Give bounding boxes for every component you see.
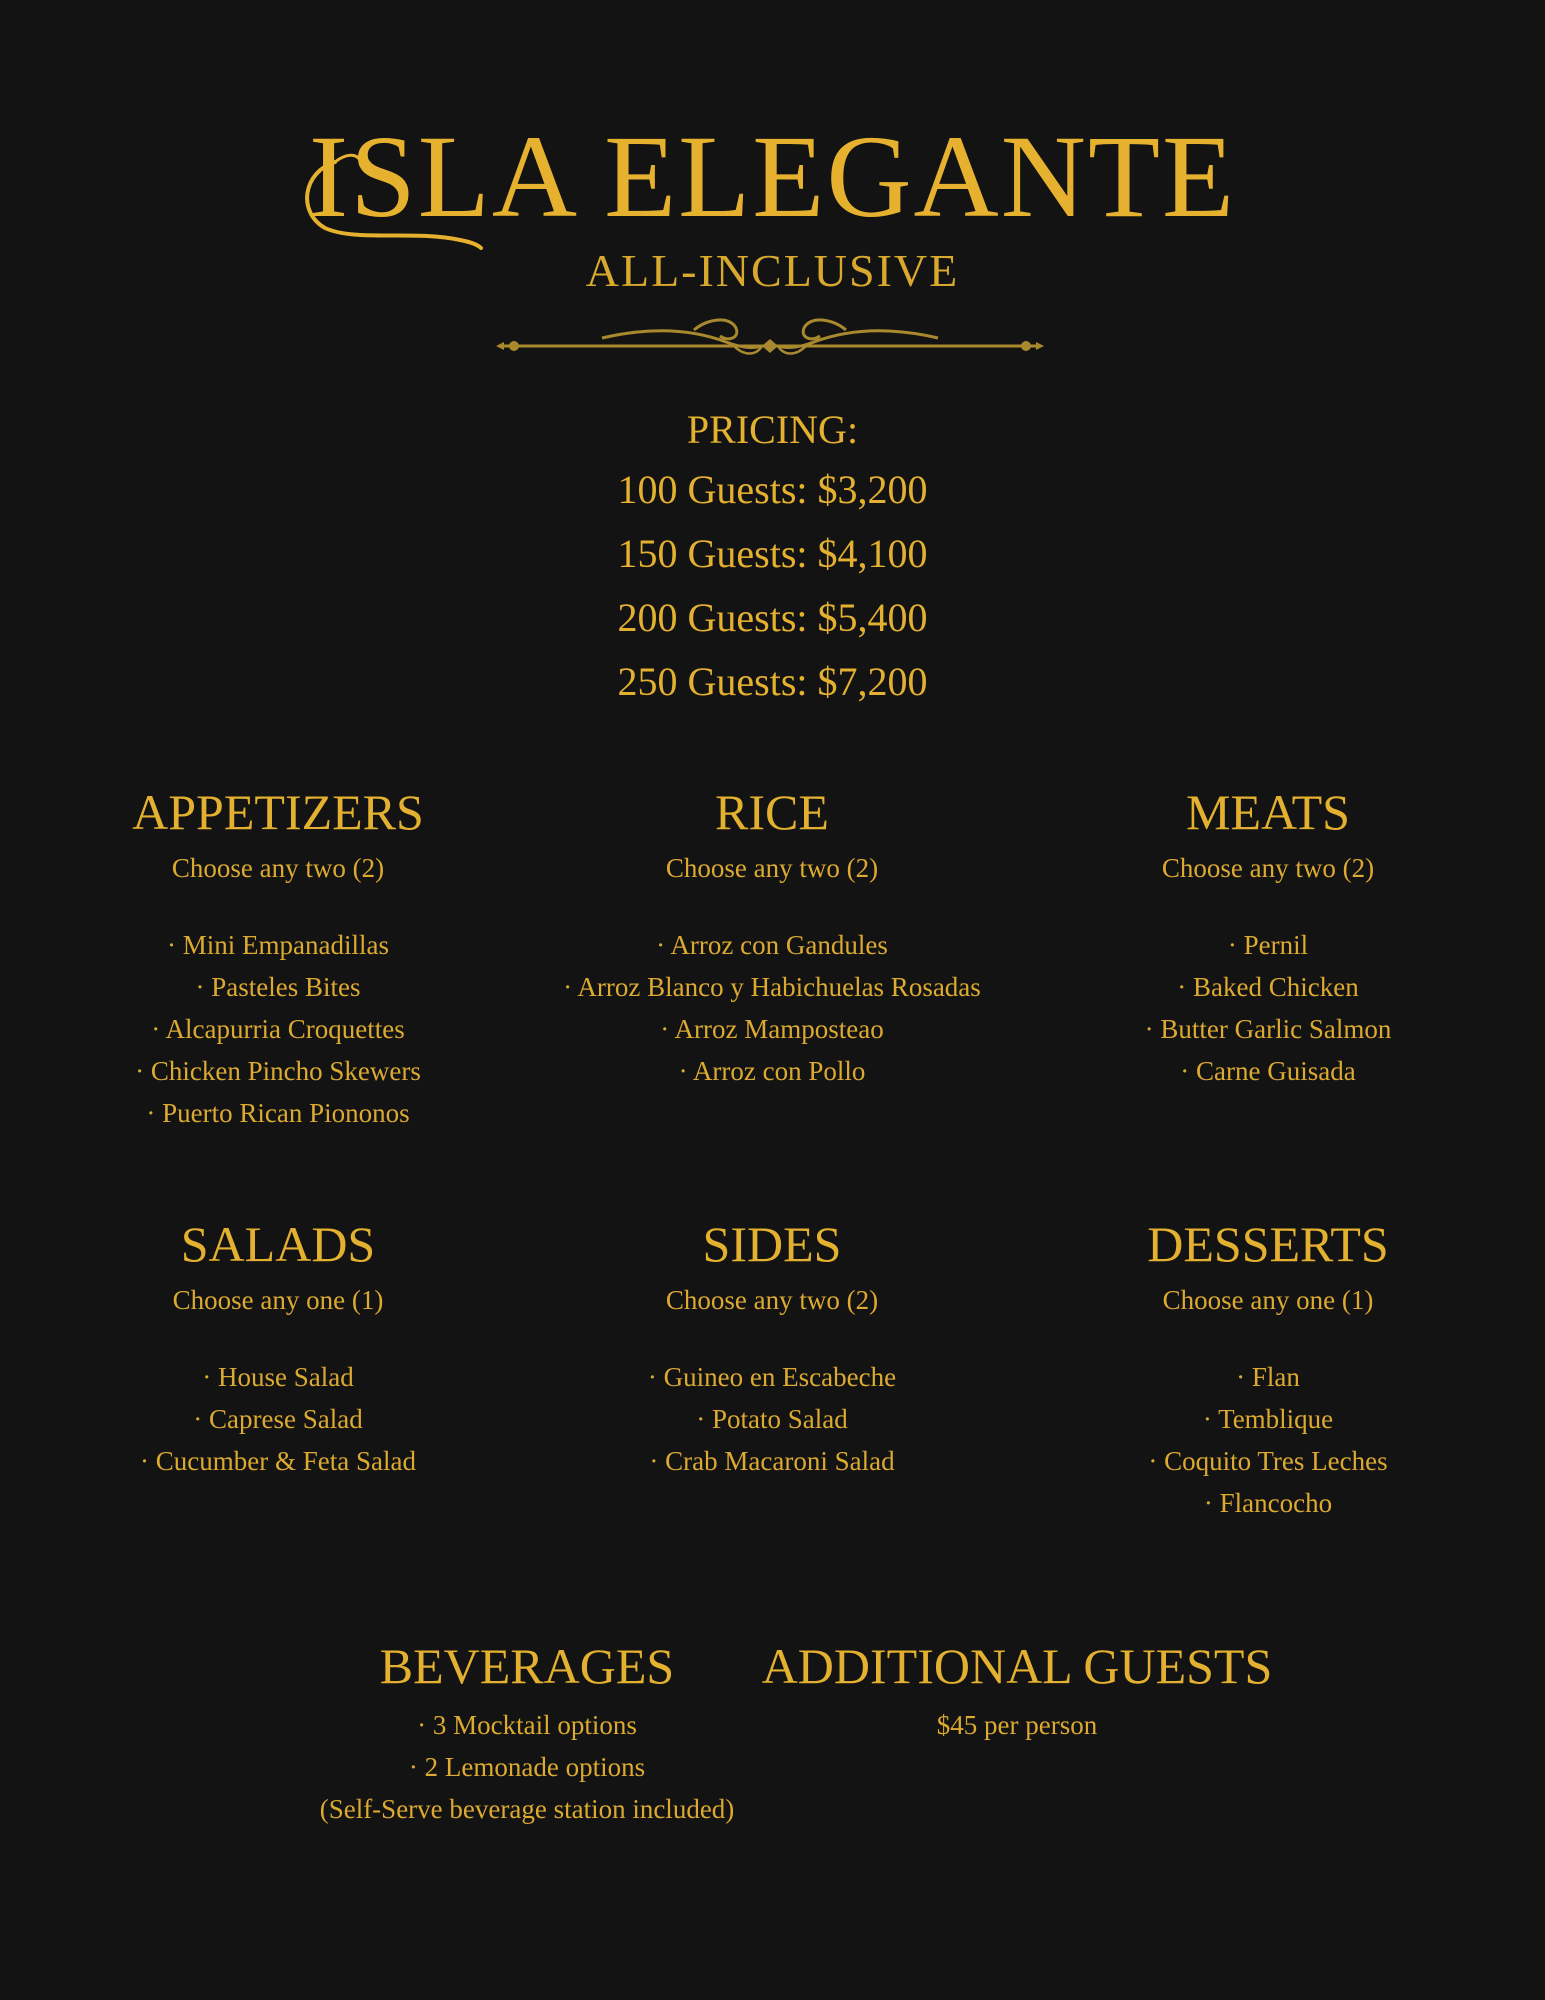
section-rule: Choose any two (2): [665, 853, 879, 883]
sides-section: [522, 1214, 1022, 1482]
desserts-section: [1018, 1214, 1518, 1524]
brand-title: ISLA ELEGANTE: [308, 111, 1237, 242]
meats-list: [1018, 924, 1518, 1092]
list-item: · Alcapurria Croquettes: [151, 1014, 405, 1044]
appetizers-section: [28, 782, 528, 1134]
pricing-heading: PRICING:: [686, 407, 859, 452]
rice-list: [522, 924, 1022, 1092]
pricing-block: [0, 402, 1545, 714]
divider-flourish-icon: [494, 312, 1046, 356]
list-item: · Arroz con Gandules: [656, 930, 888, 960]
list-item: · Arroz Mamposteao: [660, 1014, 884, 1044]
price-row: 200 Guests: $5,400: [617, 595, 928, 640]
salads-section: [28, 1214, 528, 1482]
list-item: · Cucumber & Feta Salad: [140, 1446, 416, 1476]
section-title: MEATS: [1186, 784, 1350, 840]
list-item: · Crab Macaroni Salad: [649, 1446, 895, 1476]
brand-header: [0, 111, 1545, 242]
salads-list: [28, 1356, 528, 1482]
section-title: RICE: [715, 784, 829, 840]
list-item: · Pernil: [1227, 930, 1309, 960]
additional-guests-section: [757, 1636, 1277, 1746]
list-item: · Carne Guisada: [1180, 1056, 1356, 1086]
list-item: · Mini Empanadillas: [167, 930, 389, 960]
list-item: · Chicken Pincho Skewers: [135, 1056, 421, 1086]
price-row: 150 Guests: $4,100: [617, 531, 928, 576]
desserts-list: [1018, 1356, 1518, 1524]
appetizers-list: [28, 924, 528, 1134]
beverage-note: (Self-Serve beverage station included): [319, 1794, 735, 1824]
section-title: APPETIZERS: [132, 784, 424, 840]
beverage-line: · 3 Mocktail options: [417, 1710, 637, 1740]
list-item: · Arroz Blanco y Habichuelas Rosadas: [563, 972, 981, 1002]
list-item: · Arroz con Pollo: [678, 1056, 866, 1086]
beverage-line: · 2 Lemonade options: [408, 1752, 646, 1782]
brand-subtitle: ALL-INCLUSIVE: [585, 245, 960, 296]
price-row: 100 Guests: $3,200: [617, 467, 928, 512]
sides-list: [522, 1356, 1022, 1482]
section-rule: Choose any one (1): [172, 1285, 384, 1315]
list-item: · Potato Salad: [696, 1404, 848, 1434]
beverages-section: [277, 1636, 777, 1830]
list-item: · Caprese Salad: [193, 1404, 363, 1434]
list-item: · Guineo en Escabeche: [647, 1362, 897, 1392]
list-item: · Temblique: [1202, 1404, 1334, 1434]
list-item: · Pasteles Bites: [195, 972, 361, 1002]
price-row: 250 Guests: $7,200: [617, 659, 928, 704]
section-title: BEVERAGES: [379, 1638, 675, 1694]
list-item: · Puerto Rican Piononos: [146, 1098, 410, 1128]
section-title: SIDES: [702, 1216, 842, 1272]
section-rule: Choose any two (2): [1161, 853, 1375, 883]
section-title: DESSERTS: [1147, 1216, 1389, 1272]
section-title: ADDITIONAL GUESTS: [761, 1638, 1273, 1694]
list-item: · Butter Garlic Salmon: [1144, 1014, 1392, 1044]
list-item: · Flan: [1236, 1362, 1300, 1392]
section-rule: Choose any two (2): [171, 853, 385, 883]
section-title: SALADS: [180, 1216, 376, 1272]
brand-title-wrap: [308, 111, 1237, 242]
section-rule: Choose any one (1): [1162, 1285, 1374, 1315]
list-item: · Baked Chicken: [1177, 972, 1359, 1002]
meats-section: [1018, 782, 1518, 1092]
list-item: · Flancocho: [1203, 1488, 1333, 1518]
list-item: · House Salad: [202, 1362, 354, 1392]
additional-guests-price: $45 per person: [936, 1710, 1098, 1740]
rice-section: [522, 782, 1022, 1092]
section-rule: Choose any two (2): [665, 1285, 879, 1315]
list-item: · Coquito Tres Leches: [1148, 1446, 1388, 1476]
